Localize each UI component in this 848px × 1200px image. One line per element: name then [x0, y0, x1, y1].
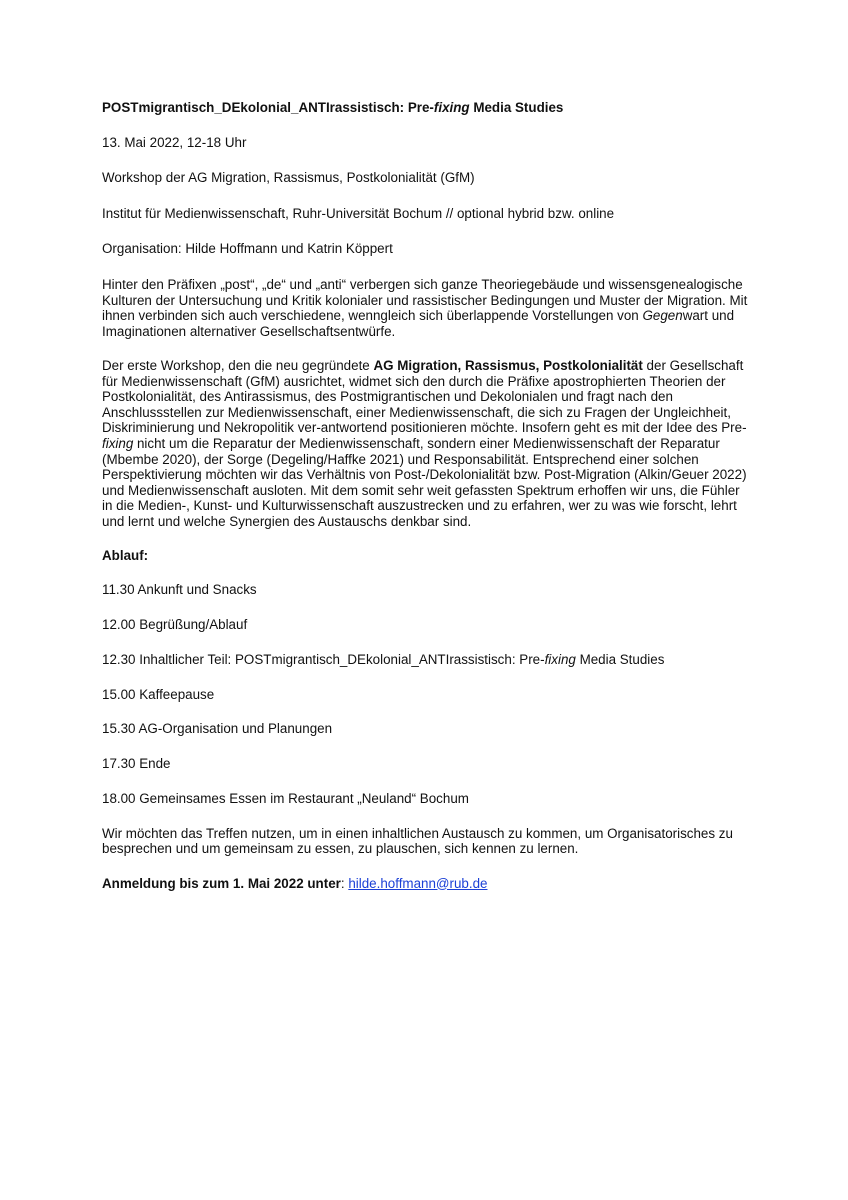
registration-label: Anmeldung bis zum 1. Mai 2022 unter — [102, 875, 341, 891]
closing-paragraph: Wir möchten das Treffen nutzen, um in einen inhaltlichen Austausch zu kommen, um Organisatorisches zu besprechen und um gemeinsam zu essen, zu plauschen, sich kennen zu lernen. — [102, 825, 733, 857]
event-date: 13. Mai 2022, 12-18 Uhr — [102, 134, 247, 150]
agenda-item: 11.30 Ankunft und Snacks — [102, 582, 257, 598]
event-type: Workshop der AG Migration, Rassismus, Postkolonialität (GfM) — [102, 170, 475, 186]
agenda-heading: Ablauf: — [102, 548, 149, 564]
agenda-item: 12.00 Begrüßung/Ablauf — [102, 617, 248, 633]
document-title: POSTmigrantisch_DEkolonial_ANTIrassistisch: Pre-fixing Media Studies — [102, 100, 564, 115]
agenda-item: 18.00 Gemeinsames Essen im Restaurant „Neuland“ Bochum — [102, 790, 469, 806]
agenda-item: 15.00 Kaffeepause — [102, 686, 215, 702]
agenda-item: 17.30 Ende — [102, 756, 171, 772]
agenda-item: 15.30 AG-Organisation und Planungen — [102, 721, 333, 737]
intro-paragraph: Hinter den Präfixen „post“, „de“ und „anti“ verbergen sich ganze Theoriegebäude und wissensgenealogische Kulturen der Untersuchung und Kritik kolonialer und rassistischer Bedingungen und Muster der Migration. Mit ihnen verbinden sich auch verschiedene, wenngleich sich überlappende Vorstellungen von Gegenwart und Imaginationen alternativer Gesellschaftsentwürfe. — [102, 276, 748, 339]
email-link[interactable]: hilde.hoffmann@rub.de — [348, 875, 488, 891]
agenda-item: 12.30 Inhaltlicher Teil: POSTmigrantisch_DEkolonial_ANTIrassistisch: Pre-fixing Media Studies — [102, 651, 665, 667]
registration-line: Anmeldung bis zum 1. Mai 2022 unter: hilde.hoffmann@rub.de — [102, 875, 488, 891]
event-organisation: Organisation: Hilde Hoffmann und Katrin Köppert — [102, 241, 393, 257]
event-location: Institut für Medienwissenschaft, Ruhr-Universität Bochum // optional hybrid bzw. online — [102, 205, 615, 221]
description-paragraph: Der erste Workshop, den die neu gegründete AG Migration, Rassismus, Postkolonialität der Gesellschaft für Medienwissenschaft (GfM) ausrichtet, widmet sich den durch die Präfixe apostrophierten Theorien der Postkolonialität, des Antirassismus, des Postmigrantischen und Dekolonialen und fragt nach den Anschlussstellen zur Medienwissenschaft, einer Medienwissenschaft, die sich zu Fragen der Ungleichheit, Diskriminierung und Nekropolitik ver-antwortend positionieren möchte. Insofern geht es mit der Idee des Pre-fixing nicht um die Reparatur der Medienwissenschaft, sondern einer Medienwissenschaft der Reparatur (Mbembe 2020), der Sorge (Degeling/Haffke 2021) und Responsabilität. Entsprechend einer solchen Perspektivierung möchten wir das Verhältnis von Post-/Dekolonialität bzw. Post-Migration (Alkin/Geuer 2022) und Medienwissenschaft ausloten. Mit dem somit sehr weit gefassten Spektrum erhoffen wir uns, die Fühler in die Medien-, Kunst- und Kulturwissenschaft auszustrecken und zu erfahren, wer zu was wie forscht, lehrt und lernt und welche Synergien des Austauschs denkbar sind. — [102, 357, 747, 529]
agenda-list — [102, 582, 750, 806]
